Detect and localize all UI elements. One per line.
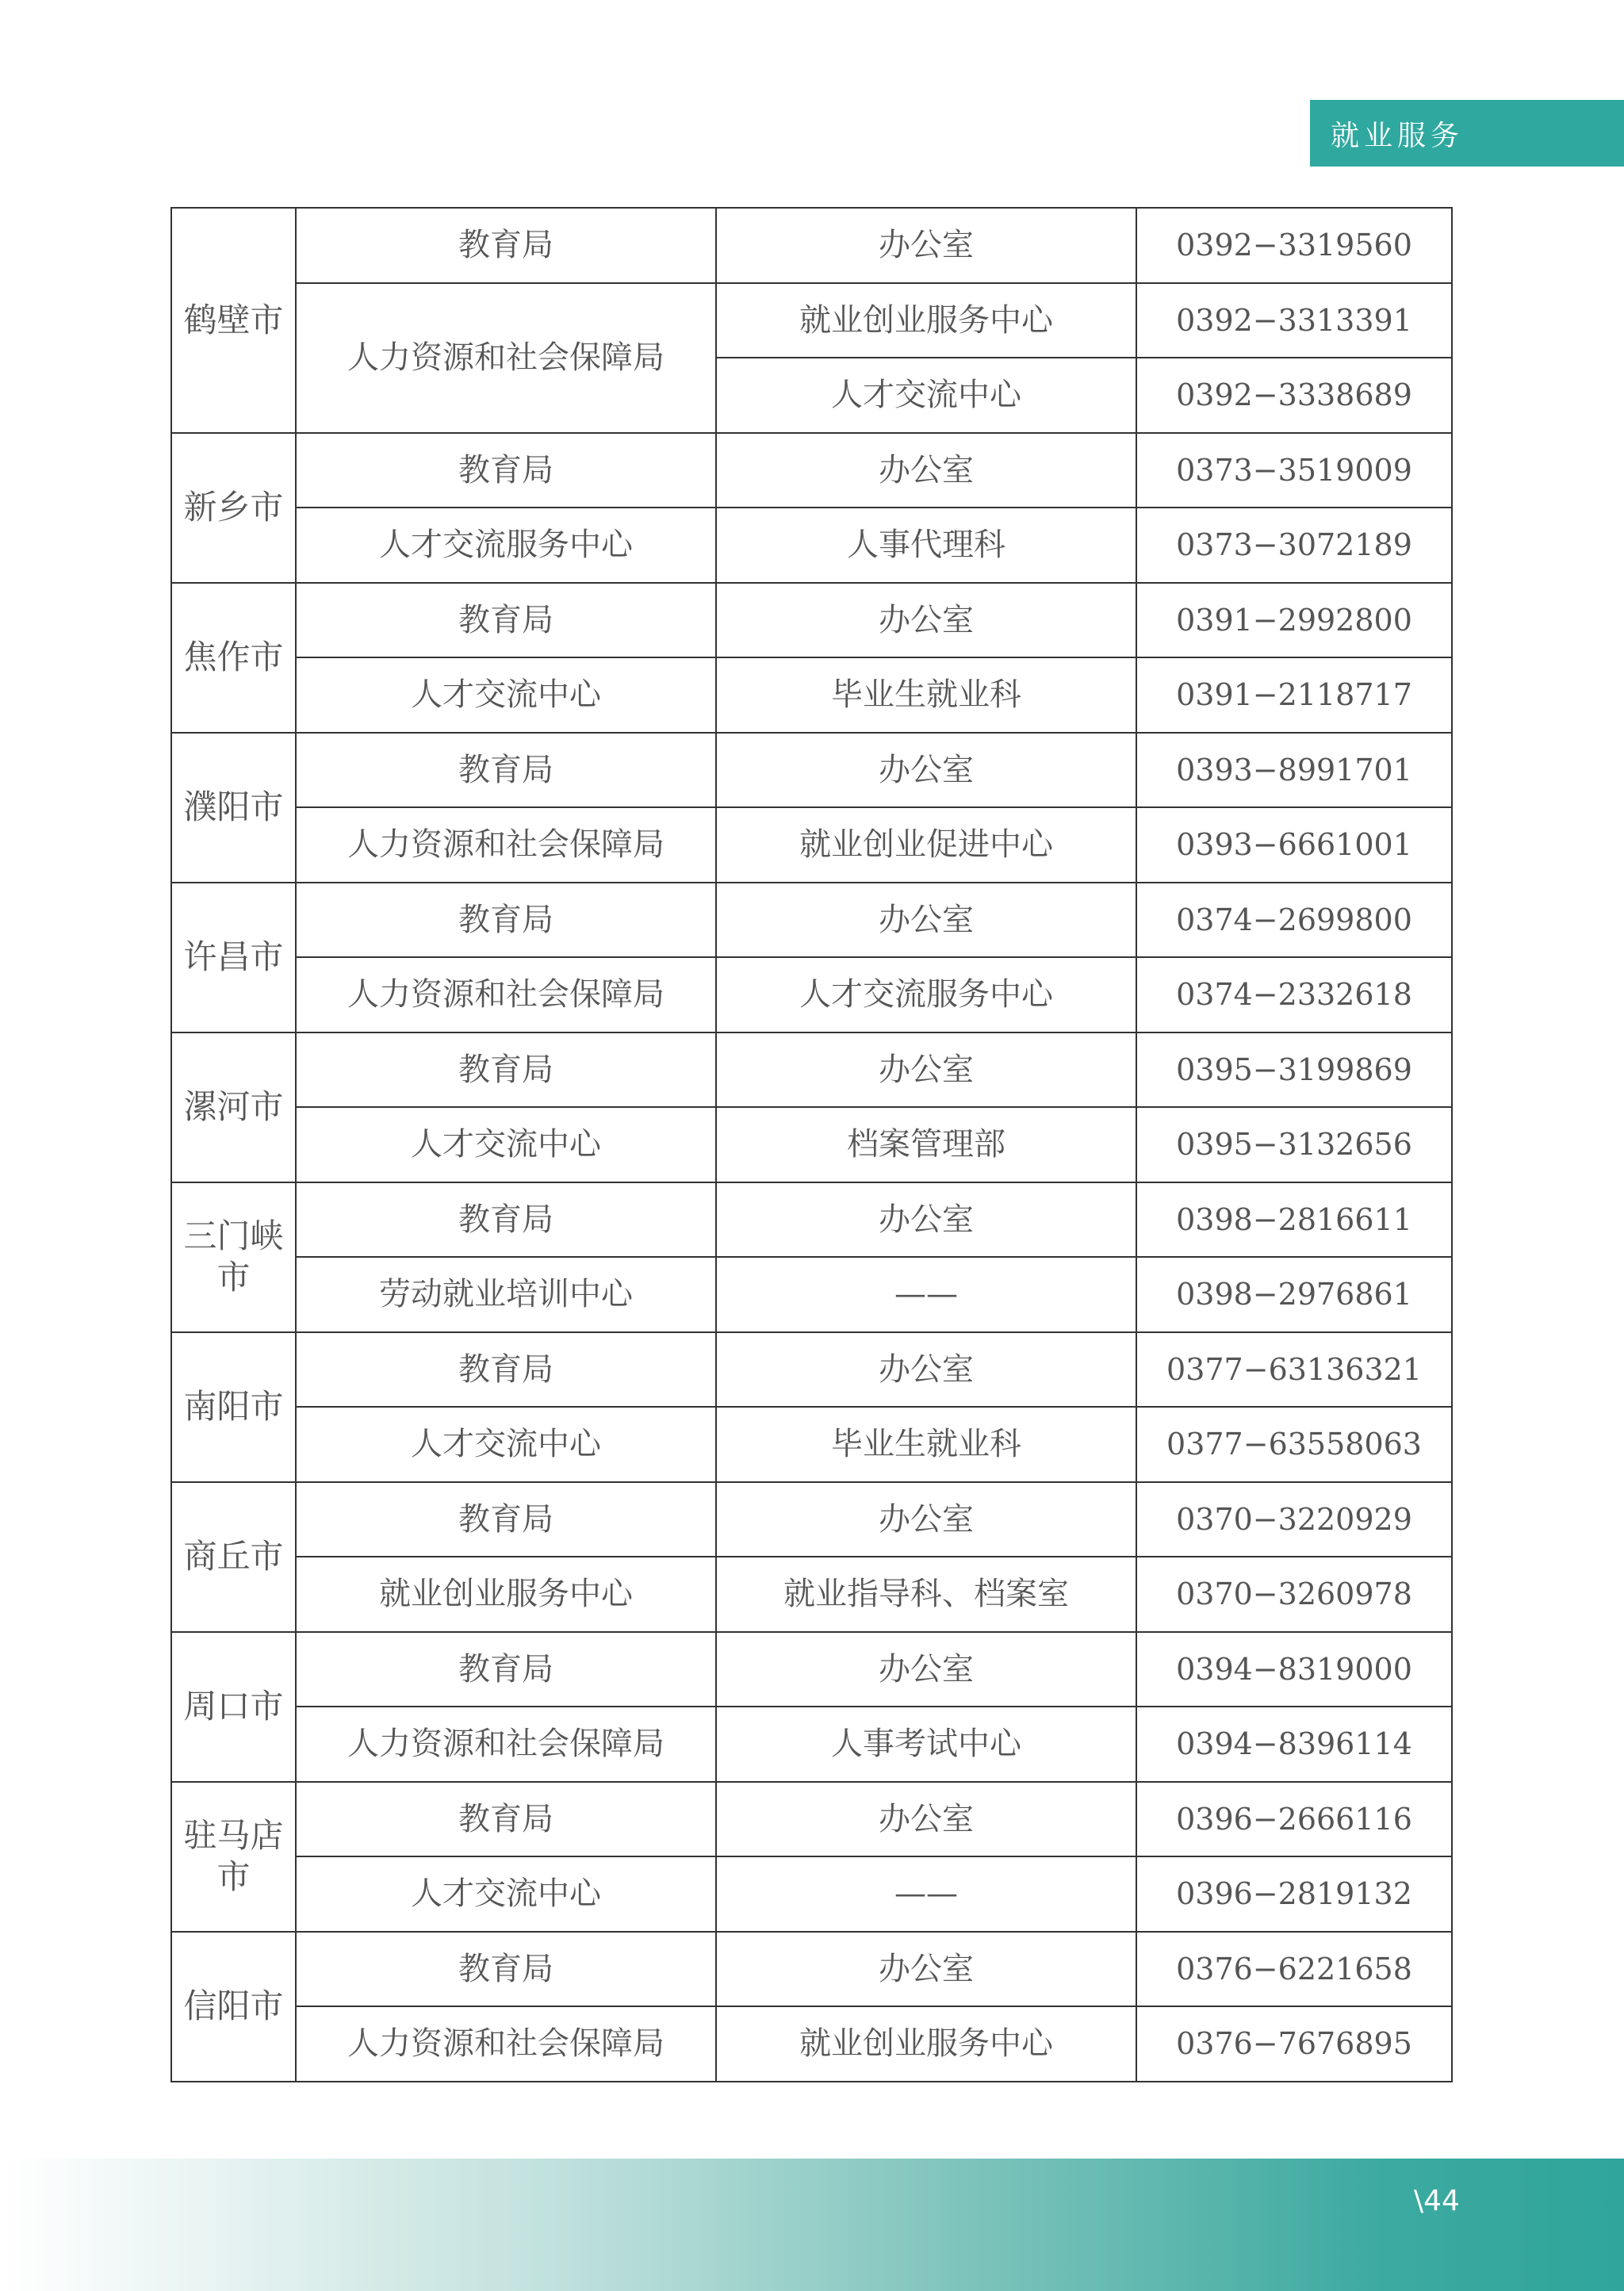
unit-cell: 人才交流中心 [296,657,716,733]
unit-cell: 教育局 [296,583,716,658]
table-row [171,1707,1452,1782]
phone-cell: 0377−63558063 [1136,1407,1452,1482]
dept-cell: 办公室 [716,583,1136,658]
table-row [171,1407,1452,1482]
phone-cell: 0377−63136321 [1136,1332,1452,1408]
city-cell: 驻马店市 [171,1782,296,1932]
dept-cell: —— [716,1257,1136,1332]
unit-cell: 人才交流中心 [296,1107,716,1182]
table-row [171,433,1452,508]
phone-cell: 0394−8396114 [1136,1707,1452,1782]
unit-cell: 教育局 [296,433,716,508]
table-row [171,1257,1452,1332]
phone-cell: 0373−3519009 [1136,433,1452,508]
table-row [171,883,1452,958]
table-row [171,1482,1452,1557]
dept-cell: 就业创业促进中心 [716,807,1136,883]
table-row [171,1182,1452,1258]
table-row [171,508,1452,583]
dept-cell: 毕业生就业科 [716,657,1136,733]
section-label: 就业服务 [1331,119,1465,152]
phone-cell: 0396−2666116 [1136,1782,1452,1857]
phone-cell: 0393−6661001 [1136,807,1452,883]
phone-cell: 0392−3313391 [1136,283,1452,358]
city-cell: 新乡市 [171,433,296,583]
table-row [171,2006,1452,2082]
dept-cell: 办公室 [716,1782,1136,1857]
dept-cell: 办公室 [716,733,1136,808]
unit-cell: 人才交流服务中心 [296,508,716,583]
footer-band [0,2159,1624,2291]
table-row [171,283,1452,358]
unit-cell: 教育局 [296,1182,716,1258]
phone-cell: 0374−2699800 [1136,883,1452,958]
dept-cell: 人才交流服务中心 [716,957,1136,1032]
table-row [171,733,1452,808]
unit-cell: 人才交流中心 [296,1407,716,1482]
table-row [171,1332,1452,1408]
table-row [171,583,1452,658]
phone-cell: 0392−3338689 [1136,358,1452,433]
dept-cell: 就业创业服务中心 [716,283,1136,358]
unit-cell: 教育局 [296,208,716,283]
table-row [171,1107,1452,1182]
dept-cell: 人才交流中心 [716,358,1136,433]
city-cell: 信阳市 [171,1932,296,2082]
city-cell: 濮阳市 [171,733,296,883]
unit-cell: 人力资源和社会保障局 [296,807,716,883]
phone-cell: 0396−2819132 [1136,1856,1452,1932]
dept-cell: 办公室 [716,208,1136,283]
dept-cell: 办公室 [716,1182,1136,1258]
unit-cell: 人力资源和社会保障局 [296,283,716,433]
table-row [171,807,1452,883]
phone-cell: 0376−7676895 [1136,2006,1452,2082]
unit-cell: 人才交流中心 [296,1856,716,1932]
dept-cell: 就业创业服务中心 [716,2006,1136,2082]
section-tab [1310,100,1624,167]
city-cell: 三门峡市 [171,1182,296,1332]
dept-cell: —— [716,1856,1136,1932]
phone-cell: 0373−3072189 [1136,508,1452,583]
unit-cell: 教育局 [296,883,716,958]
unit-cell: 教育局 [296,1782,716,1857]
phone-cell: 0376−6221658 [1136,1932,1452,2007]
unit-cell: 人力资源和社会保障局 [296,957,716,1032]
dept-cell: 毕业生就业科 [716,1407,1136,1482]
dept-cell: 办公室 [716,1332,1136,1408]
table-row [171,208,1452,283]
table-row [171,1932,1452,2007]
table-row [171,1782,1452,1857]
unit-cell: 教育局 [296,1032,716,1108]
phone-cell: 0391−2118717 [1136,657,1452,733]
phone-cell: 0370−3260978 [1136,1557,1452,1632]
city-cell: 商丘市 [171,1482,296,1632]
phone-cell: 0392−3319560 [1136,208,1452,283]
dept-cell: 办公室 [716,1932,1136,2007]
city-cell: 南阳市 [171,1332,296,1482]
phone-cell: 0395−3199869 [1136,1032,1452,1108]
table-row [171,657,1452,733]
dept-cell: 档案管理部 [716,1107,1136,1182]
phone-cell: 0395−3132656 [1136,1107,1452,1182]
dept-cell: 办公室 [716,883,1136,958]
phone-cell: 0391−2992800 [1136,583,1452,658]
city-cell: 鹤壁市 [171,208,296,433]
table-row [171,1032,1452,1108]
unit-cell: 就业创业服务中心 [296,1557,716,1632]
phone-cell: 0370−3220929 [1136,1482,1452,1557]
city-cell: 漯河市 [171,1032,296,1182]
table-row [171,1557,1452,1632]
table-row [171,1856,1452,1932]
unit-cell: 教育局 [296,1632,716,1707]
dept-cell: 就业指导科、档案室 [716,1557,1136,1632]
dept-cell: 办公室 [716,433,1136,508]
unit-cell: 劳动就业培训中心 [296,1257,716,1332]
phone-cell: 0374−2332618 [1136,957,1452,1032]
city-cell: 周口市 [171,1632,296,1782]
phone-cell: 0398−2976861 [1136,1257,1452,1332]
unit-cell: 教育局 [296,1482,716,1557]
page-number: \44 [1414,2185,1460,2217]
table-row [171,1632,1452,1707]
city-cell: 焦作市 [171,583,296,733]
phone-cell: 0393−8991701 [1136,733,1452,808]
dept-cell: 人事考试中心 [716,1707,1136,1782]
unit-cell: 人力资源和社会保障局 [296,2006,716,2082]
phone-cell: 0398−2816611 [1136,1182,1452,1258]
unit-cell: 教育局 [296,733,716,808]
unit-cell: 人力资源和社会保障局 [296,1707,716,1782]
phone-cell: 0394−8319000 [1136,1632,1452,1707]
dept-cell: 人事代理科 [716,508,1136,583]
unit-cell: 教育局 [296,1932,716,2007]
dept-cell: 办公室 [716,1032,1136,1108]
table-row [171,957,1452,1032]
unit-cell: 教育局 [296,1332,716,1408]
dept-cell: 办公室 [716,1482,1136,1557]
city-cell: 许昌市 [171,883,296,1032]
dept-cell: 办公室 [716,1632,1136,1707]
contact-table [170,207,1453,2082]
